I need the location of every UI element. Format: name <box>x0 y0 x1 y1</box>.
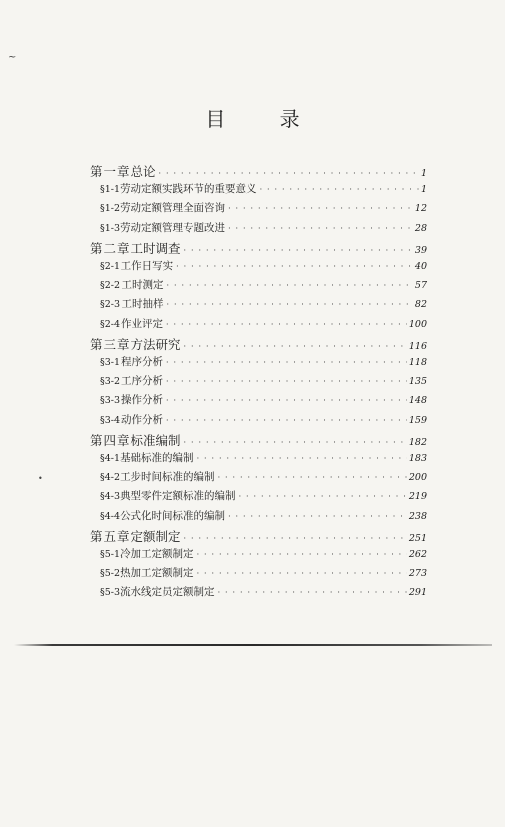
toc-entry-title: 方法研究 <box>130 336 181 352</box>
toc-entry-title: 定额制定 <box>130 528 181 544</box>
toc-leader-dots <box>166 417 407 425</box>
toc-entry-title: 程序分析 <box>121 356 164 368</box>
toc-entry-page: 1 <box>420 168 427 179</box>
toc-entry-number: §4-4 <box>100 510 121 522</box>
toc-section-row[interactable] <box>90 488 427 503</box>
toc-chapter-row[interactable] <box>90 527 427 545</box>
toc-leader-dots <box>197 455 407 463</box>
toc-leader-dots <box>184 439 407 447</box>
toc-entry-page: 28 <box>414 222 427 234</box>
toc-chapter-row[interactable] <box>90 239 427 257</box>
toc-leader-dots <box>184 343 407 351</box>
toc-entry-number: 第一章 <box>90 164 131 179</box>
toc-entry-number: §4-2 <box>100 472 121 484</box>
toc-section-row[interactable] <box>90 258 427 273</box>
toc-entry-page: 251 <box>408 532 427 544</box>
toc-entry-title: 动作分析 <box>121 413 164 426</box>
toc-leader-dots <box>184 535 407 543</box>
toc-entry-page: 116 <box>408 340 427 352</box>
toc-chapter-row[interactable] <box>90 335 427 353</box>
toc-leader-dots <box>228 513 407 521</box>
toc-leader-dots <box>166 378 407 386</box>
toc-entry-number: 第五章 <box>90 528 131 544</box>
toc-entry-page: 12 <box>414 203 427 215</box>
toc-leader-dots <box>184 247 413 255</box>
toc-section-row[interactable] <box>90 546 427 561</box>
toc-entry-title: 基础标准的编制 <box>120 452 194 464</box>
toc-entry-number: §1-3 <box>100 222 121 234</box>
toc-entry-page: 273 <box>408 568 427 580</box>
toc-leader-dots <box>166 321 407 329</box>
toc-section-row[interactable] <box>90 354 427 369</box>
toc-entry-title: 工序分析 <box>121 375 164 388</box>
scan-dot: • <box>38 474 43 483</box>
toc-chapter-row[interactable] <box>90 431 427 449</box>
toc-entry-number: 第四章 <box>90 432 131 448</box>
toc-leader-dots <box>239 493 407 501</box>
toc-entry-number: §2-1 <box>100 261 121 272</box>
scan-mark: ~ <box>8 52 17 63</box>
toc-entry-number: §3-1 <box>100 357 121 368</box>
toc-entry-page: 100 <box>408 318 427 330</box>
toc-entry-number: 第三章 <box>90 336 131 352</box>
toc-section-row[interactable] <box>90 469 427 484</box>
toc-entry-title: 作业评定 <box>121 317 164 330</box>
toc-entry-title: 热加工定额制定 <box>120 567 194 580</box>
toc-section-row[interactable] <box>90 584 427 599</box>
toc-entry-number: §2-4 <box>100 318 121 330</box>
toc-leader-dots <box>166 397 407 405</box>
toc-leader-dots <box>228 225 413 233</box>
toc-leader-dots <box>167 301 413 309</box>
toc-entry-page: 39 <box>414 244 427 256</box>
toc-section-row[interactable] <box>90 373 427 388</box>
toc-entry-number: §3-3 <box>100 395 121 407</box>
toc-entry-number: §1-2 <box>100 203 121 215</box>
toc-entry-page: 1 <box>420 184 427 196</box>
toc-entry-page: 159 <box>408 414 427 426</box>
toc-entry-title: 工时测定 <box>121 279 164 292</box>
toc-leader-dots <box>159 170 419 178</box>
toc-entry-title: 典型零件定额标准的编制 <box>120 490 236 503</box>
toc-leader-dots <box>166 359 407 367</box>
toc-leader-dots <box>176 263 413 271</box>
toc-entry-page: 219 <box>408 491 427 503</box>
toc-entry-page: 183 <box>408 453 427 464</box>
toc-entry-title: 冷加工定额制定 <box>120 548 194 560</box>
toc-entry-number: §4-1 <box>100 453 121 464</box>
toc-entry-title: 标准编制 <box>130 432 181 448</box>
toc-entry-page: 262 <box>408 549 427 560</box>
toc-section-row[interactable] <box>90 181 427 196</box>
toc-leader-dots <box>197 551 407 559</box>
toc-section-row[interactable] <box>90 450 427 465</box>
toc-entry-title: 劳动定额实践环节的重要意义 <box>120 183 257 196</box>
toc-entry-number: §4-3 <box>100 491 121 503</box>
toc-entry-page: 135 <box>408 376 427 388</box>
toc-entry-page: 82 <box>414 299 427 311</box>
toc-entry-number: §5-2 <box>100 568 121 580</box>
toc-entry-title: 工时抽样 <box>121 298 164 311</box>
toc-section-row[interactable] <box>90 392 427 407</box>
toc-entry-page: 57 <box>414 280 427 292</box>
toc-entry-number: §3-2 <box>100 376 121 388</box>
toc-entry-title: 工步时间标准的编制 <box>120 471 215 484</box>
toc-entry-title: 公式化时间标准的编制 <box>120 509 226 522</box>
toc-leader-dots <box>260 186 419 194</box>
toc-section-row[interactable] <box>90 316 427 331</box>
toc-leader-dots <box>218 474 407 482</box>
toc-entry-number: §2-2 <box>100 280 121 292</box>
toc-entry-title: 工时调查 <box>130 240 181 256</box>
toc-entry-number: §2-3 <box>100 299 121 311</box>
toc-leader-dots <box>197 570 407 578</box>
toc-entry-page: 182 <box>408 436 427 448</box>
toc-section-row[interactable] <box>90 277 427 292</box>
toc-entry-title: 工作日写实 <box>120 260 174 272</box>
toc-leader-dots <box>228 205 413 213</box>
toc-entry-page: 291 <box>408 587 427 599</box>
toc-section-row[interactable] <box>90 412 427 427</box>
toc-entry-page: 40 <box>414 261 427 272</box>
toc-entry-title: 操作分析 <box>121 394 164 407</box>
toc-entry-number: §5-3 <box>100 587 121 599</box>
toc-entry-number: 第二章 <box>90 240 131 256</box>
toc-entry-title: 劳动定额管理全面咨询 <box>120 202 226 215</box>
toc-section-row[interactable] <box>90 220 427 235</box>
toc-entry-number: §3-4 <box>100 414 121 426</box>
toc-section-row[interactable] <box>90 296 427 311</box>
toc-entry-page: 200 <box>408 472 427 484</box>
bottom-rule <box>14 644 492 646</box>
toc-leader-dots <box>218 589 407 597</box>
toc-leader-dots <box>167 282 413 290</box>
toc-entry-title: 劳动定额管理专题改进 <box>120 221 226 234</box>
page-title: 目 录 <box>205 107 324 131</box>
toc-section-row[interactable] <box>90 200 427 215</box>
toc-entry-page: 238 <box>408 510 427 522</box>
toc-section-row[interactable] <box>90 565 427 580</box>
toc-entry-page: 118 <box>408 357 427 368</box>
toc-entry-number: §5-1 <box>100 549 121 560</box>
toc-section-row[interactable] <box>90 508 427 523</box>
toc-entry-number: §1-1 <box>100 184 121 196</box>
toc-chapter-row[interactable] <box>90 162 427 180</box>
toc-entry-title: 总论 <box>130 164 156 179</box>
toc-entry-page: 148 <box>408 395 427 407</box>
toc-entry-title: 流水线定员定额制定 <box>120 586 215 599</box>
